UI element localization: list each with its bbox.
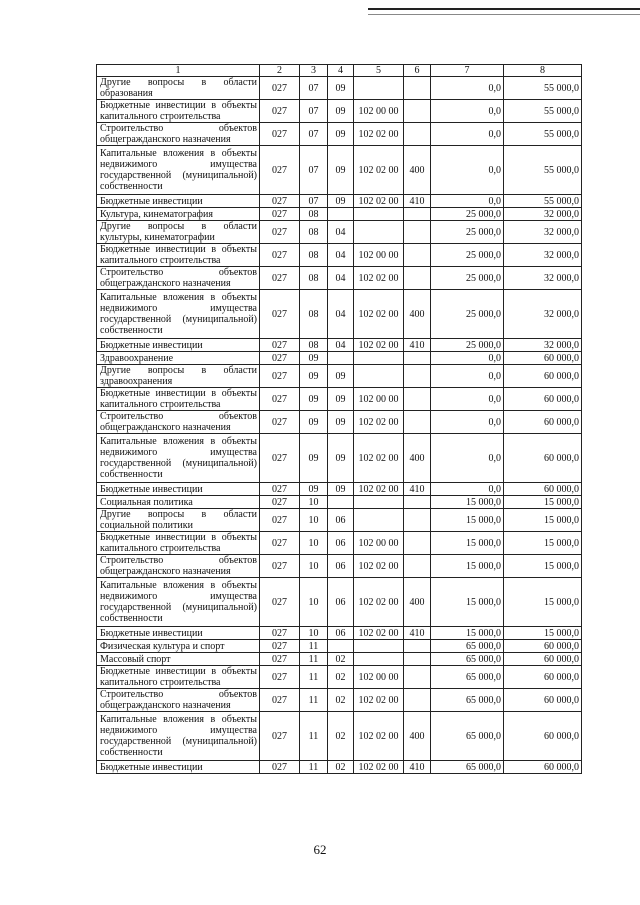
row-cell-col-3: 07 (300, 146, 328, 195)
row-cell-col-3: 10 (300, 496, 328, 509)
table-row (97, 411, 582, 434)
row-cell-col-7: 15 000,0 (431, 578, 504, 627)
row-cell-col-3: 07 (300, 77, 328, 100)
header-col-3: 3 (300, 65, 328, 77)
row-cell-col-6 (404, 100, 431, 123)
row-cell-col-7: 25 000,0 (431, 290, 504, 339)
row-cell-col-2: 027 (260, 640, 300, 653)
row-cell-col-7: 25 000,0 (431, 339, 504, 352)
row-cell-col-5: 102 02 00 (354, 555, 404, 578)
table-row (97, 689, 582, 712)
row-cell-col-7: 0,0 (431, 352, 504, 365)
row-cell-col-7: 65 000,0 (431, 666, 504, 689)
row-cell-col-2: 027 (260, 509, 300, 532)
header-col-1: 1 (97, 65, 260, 77)
row-cell-col-7: 0,0 (431, 411, 504, 434)
row-cell-col-5 (354, 365, 404, 388)
row-cell-col-4 (328, 496, 354, 509)
row-cell-col-6: 400 (404, 146, 431, 195)
row-cell-col-2: 027 (260, 434, 300, 483)
row-cell-col-2: 027 (260, 555, 300, 578)
row-cell-col-5 (354, 653, 404, 666)
row-cell-col-4: 02 (328, 666, 354, 689)
row-cell-col-8: 60 000,0 (504, 352, 582, 365)
table-row (97, 267, 582, 290)
row-cell-col-5 (354, 352, 404, 365)
row-cell-col-6 (404, 411, 431, 434)
row-cell-col-3: 09 (300, 411, 328, 434)
row-cell-col-7: 0,0 (431, 123, 504, 146)
row-cell-col-2: 027 (260, 146, 300, 195)
table-row (97, 77, 582, 100)
row-cell-col-2: 027 (260, 352, 300, 365)
table-row (97, 195, 582, 208)
row-cell-col-4: 09 (328, 434, 354, 483)
row-cell-col-2: 027 (260, 411, 300, 434)
row-cell-col-7: 25 000,0 (431, 221, 504, 244)
table-header-row (97, 65, 582, 77)
row-cell-col-3: 11 (300, 712, 328, 761)
row-cell-col-7: 15 000,0 (431, 496, 504, 509)
row-cell-col-7: 0,0 (431, 483, 504, 496)
row-name-cell: Бюджетные инвестиции (97, 483, 260, 496)
row-cell-col-7: 65 000,0 (431, 689, 504, 712)
row-cell-col-6 (404, 221, 431, 244)
page-number: 62 (313, 842, 327, 857)
row-cell-col-2: 027 (260, 388, 300, 411)
table-row (97, 496, 582, 509)
row-cell-col-2: 027 (260, 712, 300, 761)
row-cell-col-5 (354, 208, 404, 221)
row-cell-col-8: 32 000,0 (504, 290, 582, 339)
row-name-cell: Массовый спорт (97, 653, 260, 666)
row-cell-col-4: 04 (328, 267, 354, 290)
row-cell-col-8: 55 000,0 (504, 123, 582, 146)
header-col-7: 7 (431, 65, 504, 77)
row-name-cell: Бюджетные инвестиции в объекты капитального строительства (97, 100, 260, 123)
row-cell-col-6: 400 (404, 712, 431, 761)
row-cell-col-4: 09 (328, 411, 354, 434)
row-cell-col-5: 102 02 00 (354, 689, 404, 712)
row-cell-col-4: 09 (328, 77, 354, 100)
row-cell-col-2: 027 (260, 123, 300, 146)
row-cell-col-4: 06 (328, 555, 354, 578)
row-name-cell: Бюджетные инвестиции (97, 339, 260, 352)
row-name-cell: Другие вопросы в области здравоохранения (97, 365, 260, 388)
row-cell-col-2: 027 (260, 666, 300, 689)
row-cell-col-7: 65 000,0 (431, 761, 504, 774)
table-row (97, 666, 582, 689)
table-row (97, 221, 582, 244)
row-cell-col-8: 15 000,0 (504, 578, 582, 627)
row-cell-col-8: 60 000,0 (504, 411, 582, 434)
row-cell-col-4: 04 (328, 244, 354, 267)
row-cell-col-7: 15 000,0 (431, 627, 504, 640)
row-cell-col-2: 027 (260, 578, 300, 627)
row-cell-col-2: 027 (260, 761, 300, 774)
row-cell-col-3: 10 (300, 532, 328, 555)
row-cell-col-7: 0,0 (431, 146, 504, 195)
row-cell-col-5: 102 02 00 (354, 627, 404, 640)
row-cell-col-4: 06 (328, 532, 354, 555)
header-col-2: 2 (260, 65, 300, 77)
row-cell-col-3: 09 (300, 365, 328, 388)
budget-table-container (96, 64, 581, 774)
budget-table (96, 64, 582, 774)
table-row (97, 483, 582, 496)
row-cell-col-7: 15 000,0 (431, 509, 504, 532)
row-cell-col-4: 04 (328, 339, 354, 352)
row-cell-col-7: 15 000,0 (431, 532, 504, 555)
row-cell-col-6 (404, 532, 431, 555)
row-name-cell: Культура, кинематография (97, 208, 260, 221)
row-cell-col-2: 027 (260, 365, 300, 388)
row-name-cell: Другие вопросы в области социальной политики (97, 509, 260, 532)
row-cell-col-7: 15 000,0 (431, 555, 504, 578)
row-cell-col-6 (404, 509, 431, 532)
row-cell-col-7: 65 000,0 (431, 653, 504, 666)
row-cell-col-5: 102 02 00 (354, 339, 404, 352)
row-cell-col-5: 102 02 00 (354, 483, 404, 496)
row-cell-col-6: 400 (404, 578, 431, 627)
row-cell-col-4: 09 (328, 365, 354, 388)
row-cell-col-6 (404, 365, 431, 388)
row-cell-col-3: 10 (300, 578, 328, 627)
row-name-cell: Капитальные вложения в объекты недвижимого имущества государственной (муниципальной) собственности (97, 434, 260, 483)
row-cell-col-7: 25 000,0 (431, 208, 504, 221)
row-cell-col-8: 60 000,0 (504, 365, 582, 388)
row-cell-col-2: 027 (260, 290, 300, 339)
table-row (97, 352, 582, 365)
row-cell-col-3: 09 (300, 434, 328, 483)
row-cell-col-5: 102 02 00 (354, 146, 404, 195)
row-cell-col-8: 15 000,0 (504, 627, 582, 640)
row-cell-col-8: 32 000,0 (504, 208, 582, 221)
row-cell-col-5 (354, 640, 404, 653)
table-row (97, 208, 582, 221)
row-cell-col-2: 027 (260, 221, 300, 244)
row-cell-col-8: 15 000,0 (504, 555, 582, 578)
row-cell-col-6 (404, 640, 431, 653)
row-cell-col-4: 06 (328, 509, 354, 532)
row-cell-col-7: 0,0 (431, 388, 504, 411)
row-cell-col-2: 027 (260, 532, 300, 555)
row-cell-col-3: 11 (300, 666, 328, 689)
row-cell-col-6: 400 (404, 434, 431, 483)
row-cell-col-7: 0,0 (431, 100, 504, 123)
row-cell-col-6: 410 (404, 761, 431, 774)
header-col-5: 5 (354, 65, 404, 77)
row-cell-col-4: 06 (328, 627, 354, 640)
row-cell-col-3: 11 (300, 653, 328, 666)
row-name-cell: Капитальные вложения в объекты недвижимого имущества государственной (муниципальной) собственности (97, 290, 260, 339)
table-row (97, 434, 582, 483)
row-cell-col-3: 10 (300, 509, 328, 532)
header-col-4: 4 (328, 65, 354, 77)
row-name-cell: Строительство объектов общегражданского назначения (97, 555, 260, 578)
row-cell-col-4 (328, 208, 354, 221)
row-cell-col-8: 15 000,0 (504, 509, 582, 532)
row-cell-col-3: 07 (300, 100, 328, 123)
row-name-cell: Капитальные вложения в объекты недвижимого имущества государственной (муниципальной) собственности (97, 146, 260, 195)
row-name-cell: Строительство объектов общегражданского назначения (97, 123, 260, 146)
row-name-cell: Строительство объектов общегражданского назначения (97, 689, 260, 712)
table-row (97, 509, 582, 532)
row-cell-col-8: 60 000,0 (504, 712, 582, 761)
row-cell-col-2: 027 (260, 496, 300, 509)
row-cell-col-7: 0,0 (431, 434, 504, 483)
table-row (97, 640, 582, 653)
row-cell-col-5 (354, 509, 404, 532)
header-col-6: 6 (404, 65, 431, 77)
row-cell-col-6: 410 (404, 627, 431, 640)
row-cell-col-3: 11 (300, 761, 328, 774)
row-cell-col-8: 60 000,0 (504, 640, 582, 653)
row-cell-col-2: 027 (260, 483, 300, 496)
row-cell-col-5 (354, 221, 404, 244)
row-cell-col-3: 11 (300, 689, 328, 712)
row-cell-col-4: 02 (328, 689, 354, 712)
row-cell-col-4: 09 (328, 388, 354, 411)
row-cell-col-3: 09 (300, 483, 328, 496)
row-cell-col-7: 65 000,0 (431, 712, 504, 761)
row-name-cell: Бюджетные инвестиции в объекты капитального строительства (97, 666, 260, 689)
row-name-cell: Бюджетные инвестиции в объекты капитального строительства (97, 388, 260, 411)
row-cell-col-8: 60 000,0 (504, 388, 582, 411)
row-cell-col-3: 09 (300, 388, 328, 411)
row-cell-col-2: 027 (260, 627, 300, 640)
row-cell-col-8: 55 000,0 (504, 77, 582, 100)
table-row (97, 653, 582, 666)
row-cell-col-8: 15 000,0 (504, 532, 582, 555)
row-cell-col-6 (404, 244, 431, 267)
row-cell-col-3: 08 (300, 244, 328, 267)
table-row (97, 627, 582, 640)
row-cell-col-8: 60 000,0 (504, 666, 582, 689)
row-cell-col-4: 04 (328, 290, 354, 339)
row-cell-col-8: 55 000,0 (504, 195, 582, 208)
row-cell-col-6 (404, 267, 431, 290)
row-cell-col-3: 08 (300, 208, 328, 221)
row-cell-col-6 (404, 208, 431, 221)
row-cell-col-2: 027 (260, 267, 300, 290)
row-cell-col-5: 102 00 00 (354, 666, 404, 689)
row-cell-col-3: 08 (300, 339, 328, 352)
row-cell-col-3: 07 (300, 195, 328, 208)
row-cell-col-3: 07 (300, 123, 328, 146)
row-cell-col-6: 410 (404, 339, 431, 352)
row-cell-col-2: 027 (260, 339, 300, 352)
row-name-cell: Бюджетные инвестиции в объекты капитального строительства (97, 532, 260, 555)
row-cell-col-8: 60 000,0 (504, 653, 582, 666)
row-cell-col-5: 102 02 00 (354, 712, 404, 761)
row-cell-col-3: 11 (300, 640, 328, 653)
row-name-cell: Физическая культура и спорт (97, 640, 260, 653)
row-cell-col-5: 102 00 00 (354, 532, 404, 555)
row-cell-col-6: 400 (404, 290, 431, 339)
row-cell-col-3: 08 (300, 290, 328, 339)
row-cell-col-2: 027 (260, 689, 300, 712)
row-name-cell: Бюджетные инвестиции в объекты капитального строительства (97, 244, 260, 267)
row-cell-col-2: 027 (260, 195, 300, 208)
row-cell-col-2: 027 (260, 653, 300, 666)
row-cell-col-3: 08 (300, 221, 328, 244)
row-cell-col-2: 027 (260, 77, 300, 100)
row-cell-col-5: 102 02 00 (354, 411, 404, 434)
row-cell-col-6 (404, 689, 431, 712)
row-cell-col-2: 027 (260, 208, 300, 221)
row-cell-col-3: 10 (300, 555, 328, 578)
row-name-cell: Бюджетные инвестиции (97, 195, 260, 208)
table-row (97, 290, 582, 339)
row-cell-col-6: 410 (404, 195, 431, 208)
row-name-cell: Другие вопросы в области образования (97, 77, 260, 100)
row-cell-col-4: 02 (328, 712, 354, 761)
row-cell-col-3: 09 (300, 352, 328, 365)
row-cell-col-4 (328, 640, 354, 653)
row-cell-col-6 (404, 496, 431, 509)
table-row (97, 146, 582, 195)
row-cell-col-7: 65 000,0 (431, 640, 504, 653)
row-name-cell: Капитальные вложения в объекты недвижимого имущества государственной (муниципальной) собственности (97, 712, 260, 761)
row-cell-col-5: 102 02 00 (354, 290, 404, 339)
row-cell-col-2: 027 (260, 244, 300, 267)
row-cell-col-6 (404, 352, 431, 365)
top-rule-thin (368, 14, 640, 15)
row-name-cell: Бюджетные инвестиции (97, 761, 260, 774)
row-cell-col-7: 25 000,0 (431, 244, 504, 267)
row-cell-col-4: 02 (328, 761, 354, 774)
header-col-8: 8 (504, 65, 582, 77)
row-cell-col-4: 09 (328, 100, 354, 123)
row-cell-col-8: 60 000,0 (504, 689, 582, 712)
row-cell-col-6 (404, 123, 431, 146)
row-cell-col-5: 102 00 00 (354, 388, 404, 411)
row-cell-col-4: 09 (328, 146, 354, 195)
row-cell-col-8: 60 000,0 (504, 434, 582, 483)
row-cell-col-8: 32 000,0 (504, 339, 582, 352)
row-cell-col-6 (404, 555, 431, 578)
row-cell-col-6 (404, 77, 431, 100)
row-cell-col-4: 09 (328, 123, 354, 146)
row-cell-col-5: 102 02 00 (354, 434, 404, 483)
table-row (97, 578, 582, 627)
row-cell-col-8: 55 000,0 (504, 146, 582, 195)
row-cell-col-2: 027 (260, 100, 300, 123)
table-row (97, 244, 582, 267)
row-cell-col-7: 0,0 (431, 195, 504, 208)
row-cell-col-8: 55 000,0 (504, 100, 582, 123)
table-row (97, 555, 582, 578)
row-cell-col-3: 10 (300, 627, 328, 640)
row-cell-col-8: 15 000,0 (504, 496, 582, 509)
row-cell-col-7: 0,0 (431, 77, 504, 100)
row-cell-col-4 (328, 352, 354, 365)
table-row (97, 339, 582, 352)
row-cell-col-6: 410 (404, 483, 431, 496)
row-cell-col-5: 102 02 00 (354, 123, 404, 146)
row-name-cell: Здравоохранение (97, 352, 260, 365)
row-name-cell: Другие вопросы в области культуры, кинематографии (97, 221, 260, 244)
table-row (97, 388, 582, 411)
row-cell-col-4: 02 (328, 653, 354, 666)
row-name-cell: Социальная политика (97, 496, 260, 509)
row-name-cell: Бюджетные инвестиции (97, 627, 260, 640)
row-cell-col-5: 102 00 00 (354, 100, 404, 123)
table-row (97, 365, 582, 388)
row-cell-col-6 (404, 388, 431, 411)
row-cell-col-5: 102 02 00 (354, 267, 404, 290)
row-cell-col-7: 25 000,0 (431, 267, 504, 290)
row-cell-col-5: 102 00 00 (354, 244, 404, 267)
row-cell-col-8: 32 000,0 (504, 267, 582, 290)
top-rule (368, 8, 640, 10)
table-row (97, 100, 582, 123)
table-row (97, 712, 582, 761)
row-name-cell: Капитальные вложения в объекты недвижимого имущества государственной (муниципальной) собственности (97, 578, 260, 627)
row-cell-col-8: 60 000,0 (504, 761, 582, 774)
row-cell-col-5 (354, 496, 404, 509)
table-row (97, 532, 582, 555)
row-cell-col-4: 04 (328, 221, 354, 244)
row-cell-col-4: 09 (328, 483, 354, 496)
table-row (97, 123, 582, 146)
row-cell-col-8: 32 000,0 (504, 221, 582, 244)
row-cell-col-5: 102 02 00 (354, 195, 404, 208)
row-cell-col-8: 32 000,0 (504, 244, 582, 267)
table-row (97, 761, 582, 774)
row-cell-col-6 (404, 653, 431, 666)
row-cell-col-3: 08 (300, 267, 328, 290)
row-cell-col-5 (354, 77, 404, 100)
row-cell-col-6 (404, 666, 431, 689)
row-cell-col-8: 60 000,0 (504, 483, 582, 496)
row-cell-col-7: 0,0 (431, 365, 504, 388)
row-name-cell: Строительство объектов общегражданского назначения (97, 411, 260, 434)
row-cell-col-4: 06 (328, 578, 354, 627)
row-cell-col-5: 102 02 00 (354, 578, 404, 627)
row-cell-col-4: 09 (328, 195, 354, 208)
table-body (97, 77, 582, 774)
row-cell-col-5: 102 02 00 (354, 761, 404, 774)
row-name-cell: Строительство объектов общегражданского назначения (97, 267, 260, 290)
